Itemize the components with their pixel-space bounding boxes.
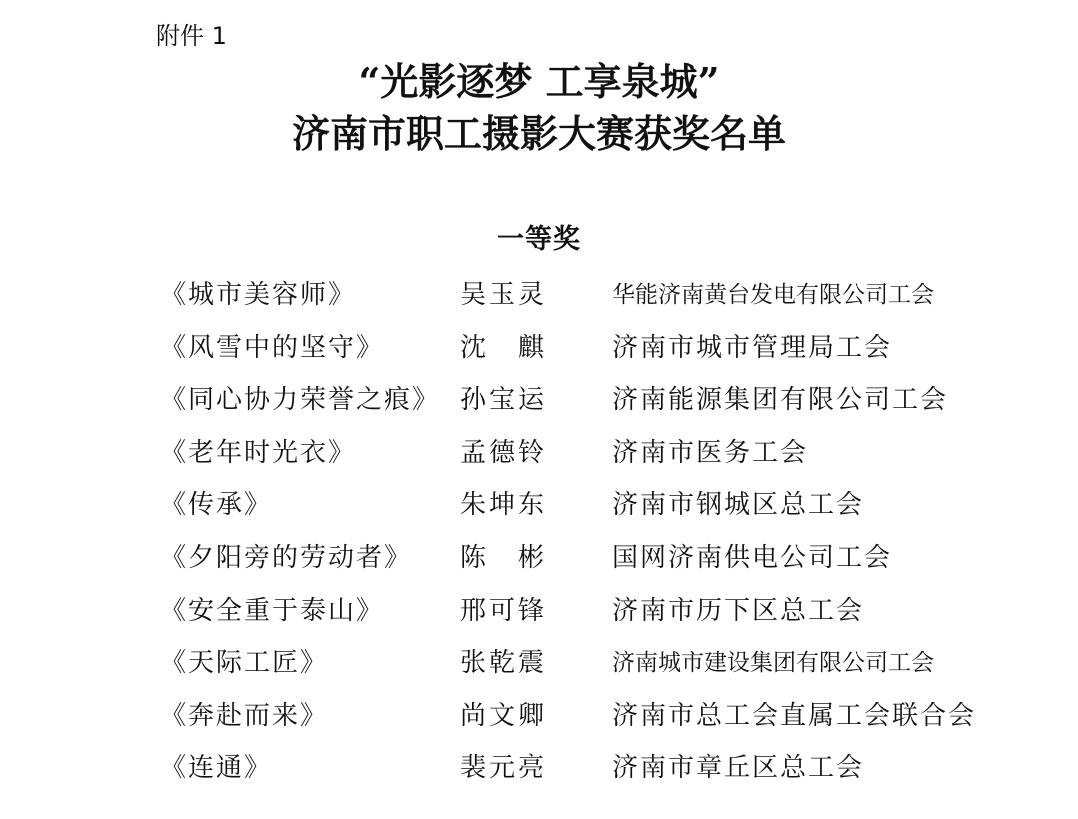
award-author: 孙宝运 xyxy=(460,385,548,416)
award-row xyxy=(160,430,1040,483)
attachment-label: 附件 1 xyxy=(156,22,227,50)
award-author: 陈 彬 xyxy=(460,542,548,573)
award-organization: 济南市章丘区总工会 xyxy=(612,753,865,784)
award-row xyxy=(160,588,1040,641)
award-organization: 济南市城市管理局工会 xyxy=(612,332,893,363)
award-organization: 济南城市建设集团有限公司工会 xyxy=(612,650,934,677)
section-heading-first-prize: 一等奖 xyxy=(497,224,581,255)
award-author: 孟德铃 xyxy=(460,437,548,468)
award-work-title: 《奔赴而来》 xyxy=(160,700,329,731)
award-row xyxy=(160,745,1040,798)
award-row xyxy=(160,640,1040,693)
award-author: 邢可锋 xyxy=(460,595,548,626)
award-row xyxy=(160,535,1040,588)
award-author: 吴玉灵 xyxy=(460,280,548,310)
award-organization: 济南市历下区总工会 xyxy=(612,595,865,626)
award-work-title: 《同心协力荣誉之痕》 xyxy=(160,385,441,416)
award-list xyxy=(160,272,1040,798)
award-organization: 济南能源集团有限公司工会 xyxy=(612,385,949,416)
award-work-title: 《安全重于泰山》 xyxy=(160,595,385,626)
award-author: 沈 麒 xyxy=(460,332,548,363)
award-row xyxy=(160,377,1040,430)
award-work-title: 《天际工匠》 xyxy=(160,648,329,679)
award-author: 张乾震 xyxy=(460,648,548,679)
award-row xyxy=(160,482,1040,535)
document-title-line-2: 济南市职工摄影大赛获奖名单 xyxy=(291,111,786,156)
award-author: 朱坤东 xyxy=(460,490,548,521)
award-row xyxy=(160,272,1040,325)
award-work-title: 《风雪中的坚守》 xyxy=(160,332,385,363)
award-organization: 济南市总工会直属工会联合会 xyxy=(612,700,977,731)
award-organization: 国网济南供电公司工会 xyxy=(612,542,893,573)
award-author: 裴元亮 xyxy=(460,753,548,784)
award-author: 尚文卿 xyxy=(460,700,548,731)
document-title-line-1: “光影逐梦 工享泉城” xyxy=(358,59,720,104)
award-row xyxy=(160,325,1040,378)
award-organization: 华能济南黄台发电有限公司工会 xyxy=(612,282,934,308)
award-organization: 济南市医务工会 xyxy=(612,437,809,468)
award-work-title: 《连通》 xyxy=(160,753,273,784)
award-work-title: 《夕阳旁的劳动者》 xyxy=(160,542,413,573)
award-work-title: 《传承》 xyxy=(160,490,273,521)
award-work-title: 《老年时光衣》 xyxy=(160,437,357,468)
award-row xyxy=(160,693,1040,746)
award-work-title: 《城市美容师》 xyxy=(160,280,357,310)
award-organization: 济南市钢城区总工会 xyxy=(612,490,865,521)
